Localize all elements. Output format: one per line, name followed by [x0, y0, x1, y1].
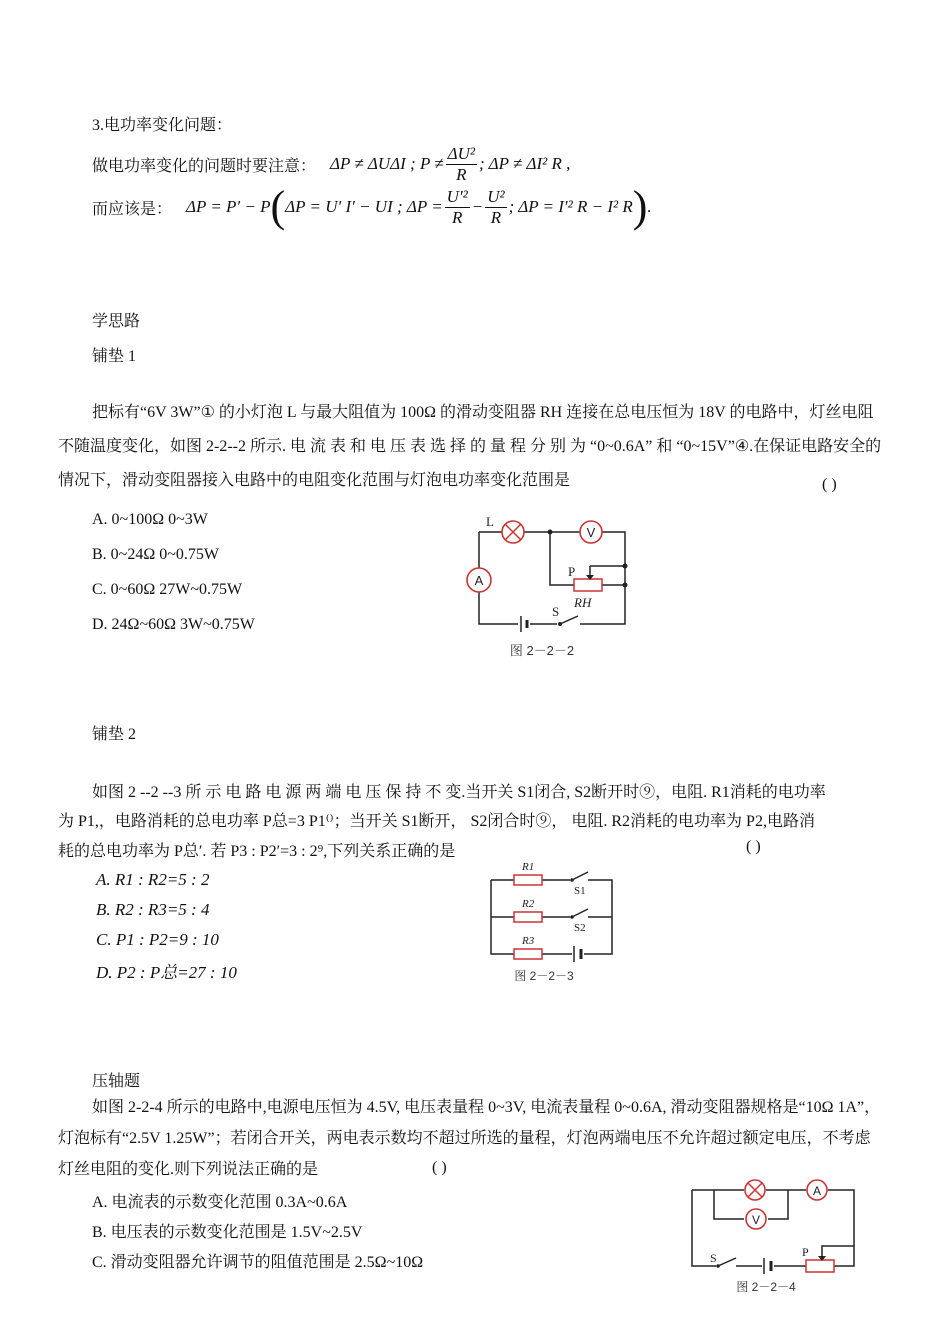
svg-text:V: V — [751, 1213, 761, 1227]
figure-caption: 图 2－2－2 — [509, 643, 575, 658]
q2-option-d[interactable]: D. P2 : P总=27 : 10 — [96, 963, 237, 982]
q3-answer-paren: ( ) — [432, 1159, 447, 1176]
label-S2: S2 — [574, 922, 586, 934]
q1-option-c[interactable]: C. 0~60Ω 27W~0.75W — [92, 581, 243, 598]
formula1-part-a: ΔP ≠ ΔUΔI ; P ≠ — [330, 154, 444, 173]
q2-line-1: 如图 2 --2 --3 所 示 电 路 电 源 两 端 电 压 保 持 不 变.当开关 S1闭合, S2断开时⑨，电阻. R1消耗的电功率 — [92, 784, 826, 801]
note-label: 做电功率变化的问题时要注意： — [92, 157, 317, 175]
open-paren: ( — [270, 182, 286, 231]
learn-heading: 学思路 — [92, 313, 141, 330]
resistor-r3-icon — [514, 949, 542, 959]
q2-answer-paren: ( ) — [746, 838, 761, 855]
fraction-denominator: R — [490, 207, 502, 227]
q3-option-b[interactable]: B. 电压表的示数变化范围是 1.5V~2.5V — [92, 1224, 363, 1241]
formula2-part-c: ; ΔP = I′² R − I² R — [508, 197, 633, 216]
q2-line-3: 耗的总电功率为 P总′. 若 P3 : P2′=3 : 2⁹,下列关系正确的是 — [58, 843, 456, 860]
lamp-icon — [502, 521, 524, 543]
q1-answer-paren: ( ) — [822, 476, 837, 493]
formula-line-1 — [92, 144, 570, 184]
q3-option-c[interactable]: C. 滑动变阻器允许调节的阻值范围是 2.5Ω~10Ω — [92, 1254, 424, 1271]
label-L: L — [486, 514, 494, 529]
q2-option-a[interactable]: A. R1 : R2=5 : 2 — [96, 870, 210, 889]
formula2-part-b: ΔP = U′ I′ − UI ; ΔP = — [285, 197, 443, 216]
formula1-part-b: ; ΔP ≠ ΔI² R , — [478, 154, 571, 173]
q1-option-b[interactable]: B. 0~24Ω 0~0.75W — [92, 546, 219, 563]
label-R3: R3 — [522, 935, 535, 947]
q1-option-d[interactable]: D. 24Ω~60Ω 3W~0.75W — [92, 616, 255, 633]
fraction-denominator: R — [452, 207, 463, 227]
junction-dot — [548, 530, 553, 535]
formula2-end: . — [647, 197, 652, 216]
label-R1: R1 — [522, 861, 535, 873]
switch-icon — [716, 1258, 736, 1268]
circuit-diagram-2-2-3 — [484, 858, 624, 986]
q1-option-a[interactable]: A. 0~100Ω 0~3W — [92, 511, 208, 528]
junction-dot — [623, 564, 628, 569]
circuit-diagram-2-2-2 — [462, 512, 637, 662]
fraction-numerator: U′² — [446, 186, 468, 206]
label-RH: RH — [574, 595, 592, 610]
section-title: 3.电功率变化问题： — [92, 117, 233, 134]
switch-icon — [558, 616, 578, 626]
formula2-fraction-2 — [485, 187, 506, 228]
rheostat-icon — [574, 575, 602, 591]
fraction-numerator: U² — [487, 186, 505, 206]
q2-option-c[interactable]: C. P1 : P2=9 : 10 — [96, 930, 219, 949]
fraction-numerator: ΔU² — [447, 143, 475, 163]
close-paren: ) — [632, 182, 648, 231]
battery-icon — [518, 616, 530, 632]
fraction-denominator: R — [456, 164, 467, 184]
svg-text:V: V — [586, 525, 596, 540]
label-P: P — [568, 564, 576, 579]
battery-icon — [574, 946, 581, 962]
lamp-icon — [745, 1180, 765, 1200]
formula2-minus: − — [471, 197, 484, 216]
resistor-r2-icon — [514, 912, 542, 922]
q1-text: 把标有“6V 3W”① 的小灯泡 L 与最大阻值为 100Ω 的滑动变阻器 RH 连接在总电压恒为 18V 的电路中，灯丝电阻不随温度变化，如图 2-2--2 所示. 电 流 表 和 电 压 表 选 择 的 量 程 分 别 为 “0~0.6A” 和 “0~15V”④.在保证电路安全的情况下，滑动变阻器接入电路中的电阻变化范围与灯泡电功率变化范围是 — [58, 404, 882, 489]
q3-heading: 压轴题 — [92, 1073, 141, 1090]
label-P: P — [802, 1245, 809, 1259]
q1-heading: 铺垫 1 — [92, 348, 137, 365]
label-S: S — [552, 604, 560, 619]
formula-line-2 — [92, 183, 652, 231]
figure-caption: 图 2－2－4 — [736, 1280, 796, 1294]
ammeter-icon — [807, 1180, 827, 1200]
q3-option-a[interactable]: A. 电流表的示数变化范围 0.3A~0.6A — [92, 1194, 348, 1211]
q2-heading: 铺垫 2 — [92, 726, 137, 743]
formula1-fraction — [446, 144, 477, 185]
voltmeter-icon — [580, 521, 602, 543]
label-S1: S1 — [574, 885, 586, 897]
switch-s2-icon — [570, 909, 588, 919]
formula2-fraction-1 — [445, 187, 470, 228]
label-R2: R2 — [522, 898, 535, 910]
q2-option-b[interactable]: B. R2 : R3=5 : 4 — [96, 900, 210, 919]
q2-line-2: 为 P1,，电路消耗的总电功率 P总=3 P1⁽⁾；当开关 S1断开， S2闭合时⑨， 电阻. R2消耗的电功率为 P2,电路消 — [58, 813, 815, 830]
battery-icon — [764, 1258, 771, 1274]
svg-text:A: A — [474, 573, 484, 588]
q3-text: 如图 2-2-4 所示的电路中,电源电压恒为 4.5V, 电压表量程 0~3V, 电流表量程 0~0.6A, 滑动变阻器规格是“10Ω 1A”，灯泡标有“2.5V 1.25W”；若闭合开关，两电表示数均不超过所选的量程，灯泡两端电压不允许超过额定电压，不考虑灯丝电阻的变化.则下列说法正确的是 — [58, 1099, 881, 1178]
switch-s1-icon — [570, 872, 588, 882]
formula2-part-a: ΔP = P′ − P — [186, 197, 271, 216]
voltmeter-icon — [746, 1209, 766, 1229]
resistor-r1-icon — [514, 875, 542, 885]
junction-dot — [623, 583, 628, 588]
figure-caption: 图 2－2－3 — [514, 969, 574, 983]
ammeter-icon — [467, 568, 491, 592]
should-label: 而应该是： — [92, 200, 173, 218]
label-S: S — [710, 1251, 717, 1265]
svg-text:A: A — [812, 1184, 822, 1198]
rheostat-icon — [806, 1256, 834, 1272]
circuit-diagram-2-2-4 — [684, 1176, 864, 1298]
